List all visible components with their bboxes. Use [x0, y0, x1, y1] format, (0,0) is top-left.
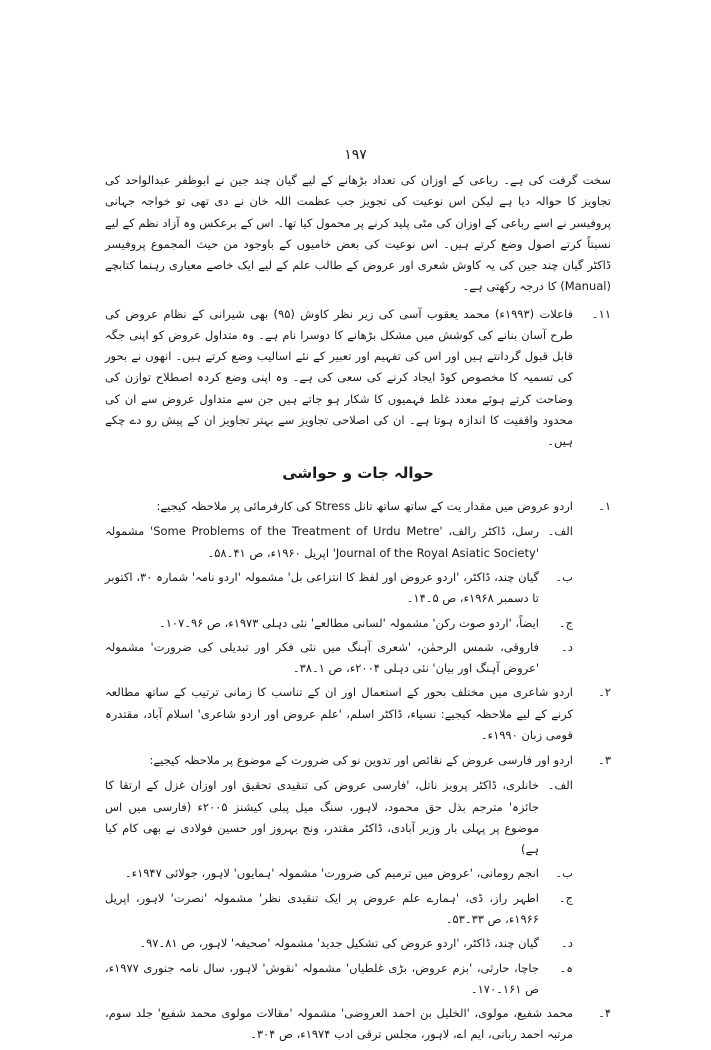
subitem-letter: ب۔: [555, 866, 573, 881]
note-subitem: [105, 863, 611, 884]
note-number: ۴۔: [598, 1006, 611, 1021]
subitem-letter: ج۔: [558, 890, 573, 905]
note-item: [105, 1003, 611, 1046]
note-item: [105, 682, 611, 746]
subitem-text: گیان چند، ڈاکٹر، 'اردو عروض اور لفظ کا انتزاعی بل' مشمولہ 'اردو نامہ' شمارہ ۳۰، اکتوبر تا دسمبر ۱۹۶۸ء، ص ۵۔۱۴۔: [105, 570, 539, 606]
note-item: [105, 750, 611, 771]
notes-list: [105, 496, 611, 1045]
subitem-letter: ہ۔: [559, 960, 573, 975]
subitem-letter: ب۔: [555, 570, 573, 584]
subitem-letter: د۔: [561, 936, 573, 951]
note-text: محمد شفیع، مولوی، 'الخلیل بن احمد العروضی' مشمولہ 'مقالات مولوی محمد شفیع' جلد سوم، مرتبہ احمد ربانی، ایم اے، لاہور، مجلس ترقی ادب ۱۹۷۴ء، ص ۳۰۴۔: [105, 1006, 573, 1042]
notes-heading: حوالہ جات و حواشی: [282, 464, 434, 483]
subitem-text: خانلری، ڈاکٹر پرویز ناتل، 'فارسی عروض کی تنقیدی تحقیق اور اوزان غزل کے ارتقا کا جائزہ' مترجم بذل حق محمود، لاہور، سنگ میل پبلی کیشنز ۲۰۰۵ء (فارسی میں اس موضوع پر پہلی بار وزیر آبادی، ڈاکٹر مقتدر، ونج بہروز اور حسین فولادی نے بھی کام کیا ہے): [105, 778, 539, 857]
note-subitem: [105, 637, 611, 680]
subitem-letter: د۔: [561, 639, 573, 654]
item-text: فاعلات (۱۹۹۳ء) محمد یعقوب آسی کی زیر نظر کاوش (۹۵) بھی شیرانی کے نظام عروض کی طرح آسان بنانے کی کوشش میں مشکل بڑھانے کا دوسرا نام ہے۔ وہ متداول عروض کو اپنی جگہ قابل قبول گردانتے ہیں اور اس کی تفہیم اور تعبیر کے نئے اسالیب وضع کرتے ہیں۔ انھوں نے بحور کی تسمیہ کا مخصوص کوڈ ایجاد کرنے کی سعی کی ہے۔ وہ اپنی وضع کردہ اصطلاح توازن کی وضاحت کرتے ہوئے معدد غلط فہمیوں کا شکار ہو جاتے ہیں جن سے متداول عروض سے ان کی محدود واقفیت کا اندازہ ہوتا ہے۔ ان کی اصلاحی تجاویز سے بہتر تجاویز ان کے پیش رو دے چکے ہیں۔: [105, 306, 573, 449]
note-subitem: [105, 888, 611, 931]
page-number: ۱۹۷: [344, 147, 367, 163]
intro-paragraph: سخت گرفت کی ہے۔ رباعی کے اوزان کی تعداد بڑھانے کے لیے گیان چند جین نے ابوظفر عبدالواحد کی تجاویز کا حوالہ دیا ہے لیکن اس نوعیت کی تجویز جب عظمت اللہ خان نے دی تھی تو خواجہ جہانی پروفیسر نے اسے رباعی کے اوزان کی مٹی پلید کرنے پر محمول کیا تھا۔ اس کے برعکس وہ آزاد نظم کے لیے نسبتاً کرتے اصول وضع کرتے ہیں۔ اس نوعیت کی بعض خامیوں کے باوجود من حیث المجموع پروفیسر ڈاکٹر گیان چند جین کی یہ کاوش شعری اور عروض کے طالب علم کے لیے ایک خاصے معیاری رہنما کتابچے (Manual) کا درجہ رکھتی ہے۔: [105, 173, 611, 294]
note-text: اردو عروض میں مقدار یت کے ساتھ ساتھ تانل Stress کی کارفرمائی پر ملاحظہ کیجیے:: [156, 499, 573, 514]
note-subitem: [105, 521, 611, 564]
item-number: ۱۱۔: [591, 306, 611, 321]
subitem-text: ایضاً، 'اردو صوت رکن' مشمولہ 'لسانی مطالعے' نئی دہلی ۱۹۷۳ء، ص ۹۶۔۱۰۷۔: [158, 615, 539, 630]
subitem-text: اطہر راز، ڈی، 'ہمارے علم عروض پر ایک تنقیدی نظر' مشمولہ 'نصرت' لاہور، اپریل ۱۹۶۶ء، ص ۳۳۔۵۳۔: [105, 890, 539, 926]
subitem-text: انجم رومانی، 'عروض میں ترمیم کی ضرورت' مشمولہ 'ہمایوں' لاہور، جولائی ۱۹۴۷ء۔: [124, 866, 539, 881]
note-subitem: [105, 567, 611, 610]
subitem-text: جاچا، حارثی، 'بزم عروض، بڑی غلطیاں' مشمولہ 'نقوش' لاہور، سال نامہ جنوری ۱۹۷۷ء، ص ۱۶۱۔۱۷۰۔: [105, 960, 539, 996]
page-content: [105, 170, 611, 1050]
note-subitem: [105, 613, 611, 634]
note-subitem: [105, 933, 611, 954]
note-number: ۲۔: [598, 685, 611, 700]
note-number: ۳۔: [598, 753, 611, 768]
subitem-text: رسل، ڈاکٹر رالف، 'Some Problems of the Treatment of Urdu Metre' مشمولہ 'Journal of the Royal Asiatic Society' اپریل ۱۹۶۰ء، ص ۴۱۔۵۸۔: [105, 524, 540, 560]
note-subitem: [105, 958, 611, 1001]
subitem-letter: ج۔: [558, 615, 573, 630]
note-text: اردو شاعری میں مختلف بحور کے استعمال اور ان کے تناسب کا زمانی ترتیب کے ساتھ مطالعہ کرنے کے لیے ملاحظہ کیجیے: نسیاء، ڈاکٹر اسلم، 'علم عروض اور اردو شاعری' اسلام آباد، مقتدرہ قومی زبان ۱۹۹۰ء۔: [105, 685, 573, 742]
note-text: اردو اور فارسی عروض کے نقائص اور تدوین نو کی ضرورت کے موضوع پر ملاحظہ کیجیے:: [149, 753, 573, 768]
note-subitem: [105, 775, 611, 860]
subitem-letter: الف۔: [547, 778, 573, 793]
subitem-text: گیان چند، ڈاکٹر، 'اردو عروض کی تشکیل جدید' مشمولہ 'صحیفہ' لاہور، ص ۸۱۔۹۷۔: [139, 936, 539, 951]
note-number: ۱۔: [598, 499, 611, 514]
list-item-11: [105, 304, 611, 453]
subitem-text: فاروقی، شمس الرحمٰن، 'شعری آہنگ میں نئی فکر اور تبدیلی کی ضرورت' مشمولہ 'عروض آہنگ اور بیان' نئی دہلی ۲۰۰۴ء، ص ۱۔۳۸۔: [105, 639, 539, 676]
subitem-letter: الف۔: [547, 524, 573, 539]
note-item: [105, 496, 611, 517]
